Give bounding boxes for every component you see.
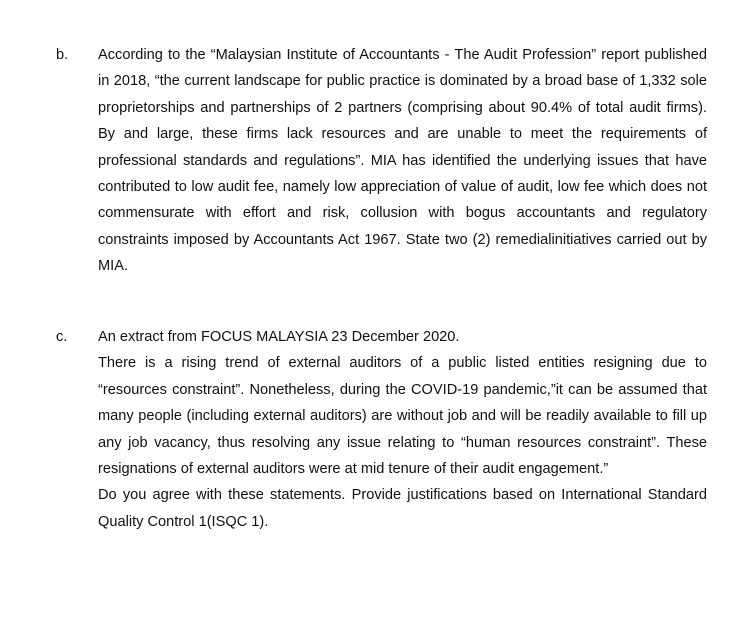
paragraph: According to the “Malaysian Institute of Accountants - The Audit Profession” report published in 2018, “the current landscape for public practice is dominated by a broad base of 1,332 sole proprietorships and partnerships of 2 partners (comprising about 90.4% of total audit firms). By and large, these firms lack resources and are unable to meet the requirements of professional standards and regulations”. MIA has identified the underlying issues that have contributed to low audit fee, namely low appreciation of value of audit, low fee which does not commensurate with effort and risk, collusion with bogus accountants and regulatory constraints imposed by Accountants Act 1967. State two (2) remedialinitiatives carried out by MIA. bbox=[98, 47, 707, 275]
question-letter: c. bbox=[56, 329, 68, 345]
paragraph-source: An extract from FOCUS MALAYSIA 23 December 2020. bbox=[98, 329, 460, 345]
paragraph-extract: There is a rising trend of external auditors of a public listed entities resigning due to “resources constraint”. Nonetheless, during the COVID-19 pandemic,”it can be assumed that many people (including external auditors) are without job and will be readily available to fill up any job vacancy, thus resolving any issue relating to “human resources constraint”. These resignations of external auditors were at mid tenure of their audit engagement.” bbox=[98, 355, 707, 478]
question-letter: b. bbox=[56, 47, 69, 63]
question-text bbox=[98, 42, 707, 280]
question-text bbox=[98, 324, 707, 535]
paragraph-question: Do you agree with these statements. Provide justifications based on International Standard Quality Control 1(ISQC 1). bbox=[98, 487, 707, 530]
